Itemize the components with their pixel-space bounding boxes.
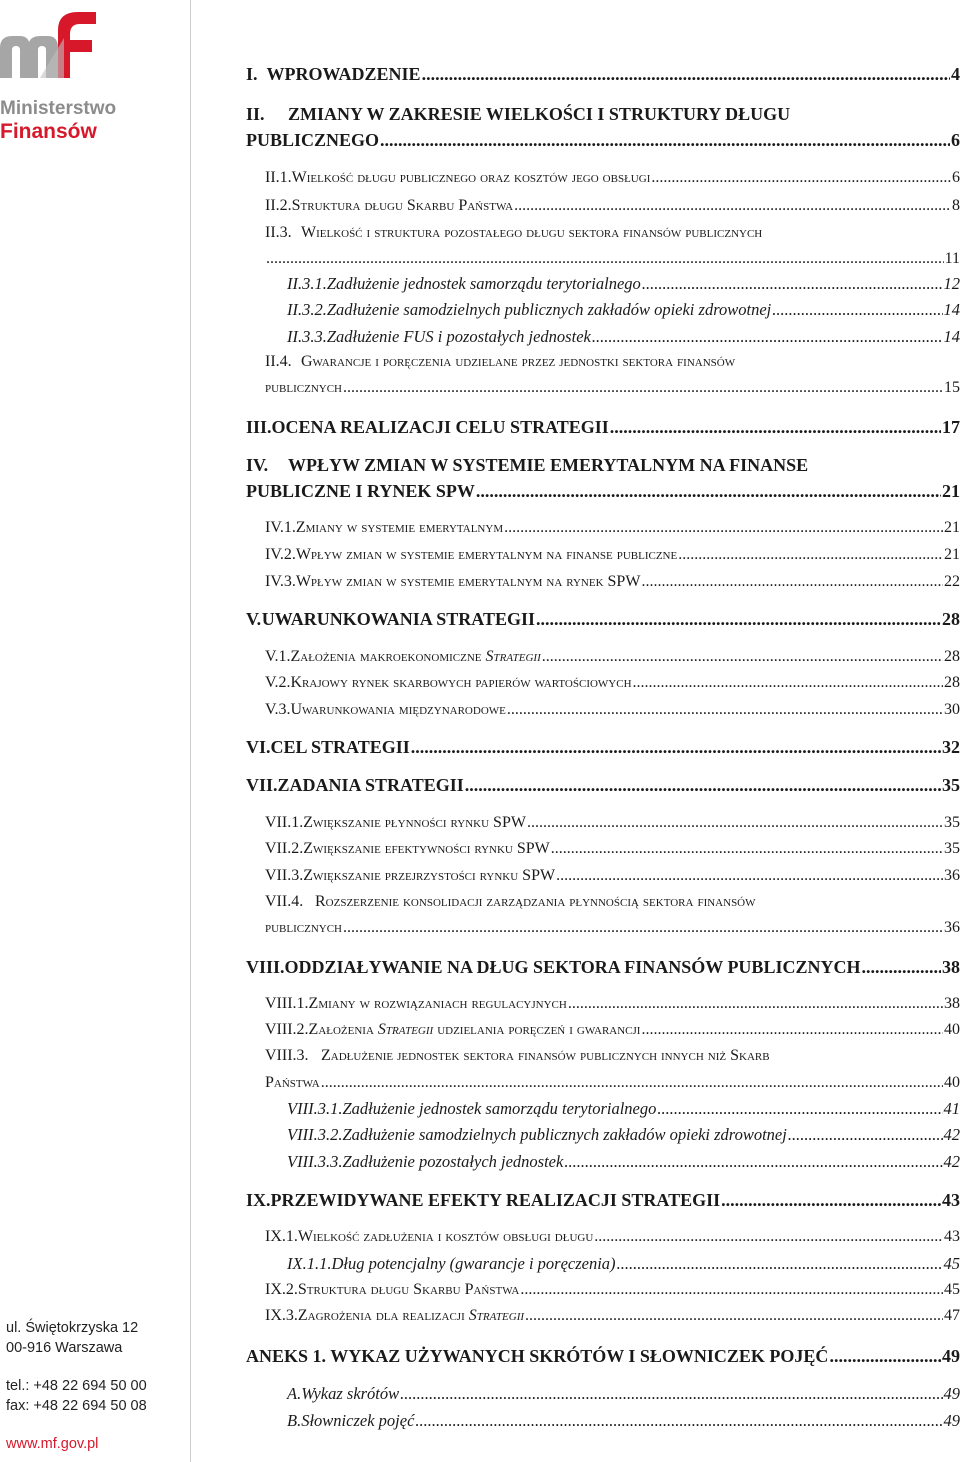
toc-number: V. — [246, 609, 262, 629]
toc-leader — [380, 130, 950, 151]
toc-title: Zadłużenie FUS i pozostałych jednostek — [326, 327, 591, 346]
toc-number: V.1. — [265, 648, 291, 665]
toc-page: 42 — [943, 1125, 960, 1144]
toc-leader — [657, 1099, 942, 1119]
toc-page: 42 — [943, 1152, 960, 1171]
toc-page: 28 — [942, 609, 960, 629]
toc-title-line1: Rozszerzenie konsolidacji zarządzania płynnością sektora finansów — [315, 893, 756, 910]
toc-title: Zwiększanie płynności rynku SPW — [303, 814, 526, 831]
website-link[interactable]: www.mf.gov.pl — [6, 1436, 99, 1452]
toc-number: II. — [246, 104, 265, 124]
toc-title-line1: ZMIANY W ZAKRESIE WIELKOŚCI I STRUKTURY DŁUGU — [288, 104, 791, 124]
toc-entry[interactable] — [246, 1346, 960, 1367]
toc-leader — [476, 481, 941, 502]
toc-title: UWARUNKOWANIA STRATEGII — [261, 609, 535, 629]
toc-leader — [520, 1281, 943, 1299]
toc-number: IX.1.1. — [287, 1254, 332, 1273]
toc-number: VIII.3. — [265, 1047, 309, 1064]
toc-title: Wielkość długu publicznego oraz kosztów jego obsługi — [291, 169, 651, 186]
toc-leader — [641, 1021, 943, 1039]
toc-page: 14 — [943, 300, 960, 319]
toc-entry[interactable] — [265, 919, 960, 937]
toc-leader — [507, 701, 943, 719]
toc-page: 35 — [942, 775, 960, 795]
toc-page: 43 — [944, 1228, 960, 1245]
toc-entry[interactable] — [246, 417, 960, 438]
toc-entry[interactable] — [246, 481, 960, 502]
toc-leader — [343, 919, 943, 937]
toc-entry[interactable] — [265, 1307, 960, 1325]
toc-title-line2: PUBLICZNE I RYNEK SPW — [246, 481, 475, 501]
toc-page: 28 — [944, 674, 960, 691]
toc-page: 49 — [942, 1346, 960, 1366]
toc-page: 36 — [944, 919, 960, 936]
fax-number: fax: +48 22 694 50 08 — [6, 1398, 147, 1414]
toc-entry[interactable] — [287, 1254, 960, 1274]
toc-page: 40 — [944, 1021, 960, 1038]
toc-entry[interactable] — [287, 300, 960, 320]
toc-number: VII.2. — [265, 840, 304, 857]
toc-title: CEL STRATEGII — [270, 737, 410, 757]
toc-page: 12 — [943, 274, 960, 293]
toc-page: 38 — [942, 957, 960, 977]
toc-leader — [568, 995, 943, 1013]
toc-page: 45 — [943, 1254, 960, 1273]
toc-number: VII.1. — [265, 814, 304, 831]
toc-page: 6 — [951, 130, 960, 150]
toc-entry[interactable] — [265, 1074, 960, 1092]
toc-number: IX. — [246, 1190, 271, 1210]
address-line-1: ul. Świętokrzyska 12 — [6, 1320, 139, 1336]
toc-leader — [633, 674, 943, 692]
toc-title-line2: PUBLICZNEGO — [246, 130, 380, 150]
toc-leader — [594, 1228, 943, 1246]
toc-leader — [861, 957, 941, 978]
toc-page: 49 — [943, 1411, 960, 1430]
toc-title-line2: publicznych — [265, 379, 343, 396]
toc-title: Zmiany w rozwiązaniach regulacyjnych — [308, 995, 567, 1012]
toc-title: OCENA REALIZACJI CELU STRATEGII — [271, 417, 609, 437]
toc-title: Zadłużenie pozostałych jednostek — [342, 1152, 564, 1171]
toc-leader — [642, 274, 943, 294]
toc-number: VII.4. — [265, 893, 304, 910]
toc-leader — [415, 1411, 942, 1431]
toc-leader — [527, 814, 943, 832]
toc-page: 21 — [944, 546, 960, 563]
toc-leader — [551, 840, 943, 858]
toc-entry[interactable] — [265, 546, 960, 564]
toc-entry[interactable] — [265, 995, 960, 1013]
toc-number: II.3.2. — [287, 300, 327, 319]
toc-entry[interactable] — [265, 814, 960, 832]
toc-number: VIII.3.2. — [287, 1125, 343, 1144]
toc-entry-line1[interactable] — [265, 353, 735, 371]
toc-number: II.3.3. — [287, 327, 327, 346]
toc-number: II.1. — [265, 169, 292, 186]
toc-entry[interactable] — [287, 1152, 960, 1172]
toc-leader — [641, 573, 943, 591]
toc-entry-line1[interactable] — [246, 455, 808, 476]
toc-title: Wielkość i struktura pozostałego długu sektora finansów publicznych — [301, 224, 763, 241]
toc-page: 15 — [944, 379, 960, 396]
toc-page: 8 — [952, 197, 960, 214]
toc-leader — [321, 1074, 943, 1092]
toc-entry[interactable] — [246, 609, 960, 630]
toc-number: VIII.3.3. — [287, 1152, 343, 1171]
toc-number: B. — [287, 1411, 302, 1430]
toc-entry[interactable] — [265, 674, 960, 692]
logo-word-finansow: Finansów — [0, 120, 97, 143]
toc-entry-line1[interactable] — [265, 224, 762, 242]
toc-leader — [525, 1307, 943, 1325]
toc-page: 43 — [942, 1190, 960, 1210]
toc-entry[interactable] — [265, 573, 960, 591]
phone-number: tel.: +48 22 694 50 00 — [6, 1378, 147, 1394]
toc-title-line1: Gwarancje i poręczenia udzielane przez jednostki sektora finansów — [301, 353, 736, 370]
toc-leader — [411, 737, 941, 758]
toc-page: 35 — [944, 840, 960, 857]
toc-page: 47 — [944, 1307, 960, 1324]
toc-leader — [400, 1384, 942, 1404]
toc-page: 38 — [944, 995, 960, 1012]
toc-title: ANEKS 1. WYKAZ UŻYWANYCH SKRÓTÓW I SŁOWNICZEK POJĘĆ — [246, 1346, 829, 1366]
toc-number: A. — [287, 1384, 302, 1403]
toc-leader — [788, 1125, 943, 1145]
toc-page: 32 — [942, 737, 960, 757]
toc-number: IX.1. — [265, 1228, 298, 1245]
toc-page: 35 — [944, 814, 960, 831]
toc-leader — [617, 1254, 943, 1274]
toc-title: Krajowy rynek skarbowych papierów wartościowych — [290, 674, 632, 691]
toc-title: Zwiększanie efektywności rynku SPW — [303, 840, 550, 857]
toc-leader — [465, 775, 941, 796]
toc-entry[interactable] — [287, 1384, 960, 1404]
toc-page: 30 — [944, 701, 960, 718]
toc-title: Zwiększanie przejrzystości rynku SPW — [303, 867, 556, 884]
toc-title-line2: publicznych — [265, 919, 343, 936]
toc-number: VIII.2. — [265, 1021, 309, 1038]
toc-number: II.2. — [265, 197, 292, 214]
toc-leader — [564, 1152, 942, 1172]
toc-leader — [592, 327, 943, 347]
toc-title: Słowniczek pojęć — [301, 1411, 415, 1430]
toc-entry[interactable] — [246, 1190, 960, 1211]
toc-title: Struktura długu Skarbu Państwa — [291, 197, 514, 214]
toc-entry[interactable] — [265, 701, 960, 719]
address-line-2: 00-916 Warszawa — [6, 1340, 123, 1356]
toc-title: WPROWADZENIE — [266, 64, 421, 84]
toc-title: Zadłużenie jednostek samorządu terytorialnego — [326, 274, 641, 293]
toc-leader — [536, 609, 941, 630]
toc-number: IX.3. — [265, 1307, 298, 1324]
toc-title: Zagrożenia dla realizacji — [297, 1307, 465, 1324]
toc-page: 6 — [952, 169, 960, 186]
toc-number: VII.3. — [265, 867, 304, 884]
toc-number: VIII.3.1. — [287, 1099, 343, 1118]
toc-number: II.3.1. — [287, 274, 327, 293]
toc-entry[interactable] — [265, 250, 960, 268]
toc-entry[interactable] — [287, 1125, 960, 1145]
toc-page: 45 — [944, 1281, 960, 1298]
toc-title: Założenia makroekonomiczne — [290, 648, 482, 665]
toc-title: Wpływ zmian w systemie emerytalnym na finanse publiczne — [295, 546, 678, 563]
toc-number: VIII.1. — [265, 995, 309, 1012]
toc-page: 4 — [951, 64, 960, 84]
toc-page: 28 — [944, 648, 960, 665]
toc-title: PRZEWIDYWANE EFEKTY REALIZACJI STRATEGII — [270, 1190, 721, 1210]
toc-title-italic: Strategii — [485, 648, 541, 665]
toc-leader — [721, 1190, 941, 1211]
toc-title: Zadłużenie jednostek samorządu terytorialnego — [342, 1099, 657, 1118]
toc-entry[interactable] — [246, 957, 960, 978]
toc-number: III. — [246, 417, 272, 437]
toc-title: Zadłużenie samodzielnych publicznych zakładów opieki zdrowotnej — [326, 300, 772, 319]
toc-page: 21 — [944, 519, 960, 536]
toc-leader — [556, 867, 943, 885]
toc-page: 36 — [944, 867, 960, 884]
toc-leader — [504, 519, 943, 537]
toc-title: Założenia — [308, 1021, 374, 1038]
toc-number: II.4. — [265, 353, 292, 370]
toc-entry[interactable] — [246, 775, 960, 796]
toc-leader — [772, 300, 942, 320]
toc-entry[interactable] — [265, 169, 960, 187]
toc-title-rest: udzielania poręczeń i gwarancji — [437, 1021, 641, 1038]
toc-entry[interactable] — [265, 1228, 960, 1246]
toc-leader — [514, 197, 951, 215]
toc-entry[interactable] — [246, 130, 960, 151]
toc-leader — [422, 64, 950, 85]
toc-entry[interactable] — [265, 867, 960, 885]
toc-number: IV. — [246, 455, 269, 475]
toc-title: Uwarunkowania międzynarodowe — [290, 701, 506, 718]
toc-entry[interactable] — [287, 1099, 960, 1119]
toc-number: II.3. — [265, 224, 292, 241]
toc-entry[interactable] — [287, 274, 960, 294]
toc-number: IV.3. — [265, 573, 296, 590]
toc-number: V.2. — [265, 674, 291, 691]
toc-entry[interactable] — [265, 519, 960, 537]
toc-number: I. — [246, 64, 258, 84]
toc-page: 11 — [944, 250, 960, 267]
toc-entry[interactable] — [246, 737, 960, 758]
toc-number: VI. — [246, 737, 271, 757]
toc-page: 49 — [943, 1384, 960, 1403]
toc-title: ODDZIAŁYWANIE NA DŁUG SEKTORA FINANSÓW PUBLICZNYCH — [284, 957, 861, 977]
toc-entry[interactable] — [246, 64, 960, 85]
toc-page: 17 — [942, 417, 960, 437]
toc-page: 41 — [943, 1099, 960, 1118]
toc-leader — [610, 417, 941, 438]
toc-title-line1: WPŁYW ZMIAN W SYSTEMIE EMERYTALNYM NA FINANSE — [288, 455, 809, 475]
toc-leader — [343, 379, 943, 397]
toc-title: Struktura długu Skarbu Państwa — [297, 1281, 520, 1298]
toc-entry-line1[interactable] — [265, 893, 756, 911]
toc-number: IV.2. — [265, 546, 296, 563]
toc-title-line1: Zadłużenie jednostek sektora finansów publicznych innych niż Skarb — [321, 1047, 770, 1064]
toc-title: ZADANIA STRATEGII — [277, 775, 464, 795]
toc-title: Zadłużenie samodzielnych publicznych zakładów opieki zdrowotnej — [342, 1125, 787, 1144]
toc-title-line2: Państwa — [265, 1074, 320, 1091]
toc-leader — [542, 648, 943, 666]
toc-number: IV.1. — [265, 519, 296, 536]
toc-entry[interactable] — [265, 648, 960, 666]
toc-title: Wpływ zmian w systemie emerytalnym na rynek SPW — [295, 573, 641, 590]
toc-title: Dług potencjalny (gwarancje i poręczenia) — [331, 1254, 616, 1273]
toc-entry[interactable] — [265, 197, 960, 215]
toc-entry[interactable] — [287, 1411, 960, 1431]
toc-title-italic: Strategii — [377, 1021, 434, 1038]
toc-number: VII. — [246, 775, 278, 795]
toc-leader — [266, 250, 944, 268]
toc-number: VIII. — [246, 957, 285, 977]
toc-leader — [829, 1346, 941, 1367]
toc-title: Zmiany w systemie emerytalnym — [295, 519, 504, 536]
logo-word-ministerstwo: Ministerstwo — [0, 98, 117, 119]
toc-entry-line1[interactable] — [246, 104, 790, 125]
toc-page: 21 — [942, 481, 960, 501]
toc-leader — [651, 169, 951, 187]
toc-leader — [678, 546, 943, 564]
toc-page: 40 — [944, 1074, 960, 1091]
toc-entry[interactable] — [265, 1021, 960, 1039]
toc-number: V.3. — [265, 701, 291, 718]
toc-entry[interactable] — [287, 327, 960, 347]
toc-title-italic: Strategii — [468, 1307, 525, 1324]
toc-entry[interactable] — [265, 840, 960, 858]
toc-number: IX.2. — [265, 1281, 298, 1298]
toc-entry-line1[interactable] — [265, 1047, 770, 1065]
toc-entry[interactable] — [265, 1281, 960, 1299]
toc-page: 14 — [943, 327, 960, 346]
toc-title: Wielkość zadłużenia i kosztów obsługi długu — [297, 1228, 594, 1245]
toc-entry[interactable] — [265, 379, 960, 397]
toc-page: 22 — [944, 573, 960, 590]
toc-title: Wykaz skrótów — [301, 1384, 400, 1403]
